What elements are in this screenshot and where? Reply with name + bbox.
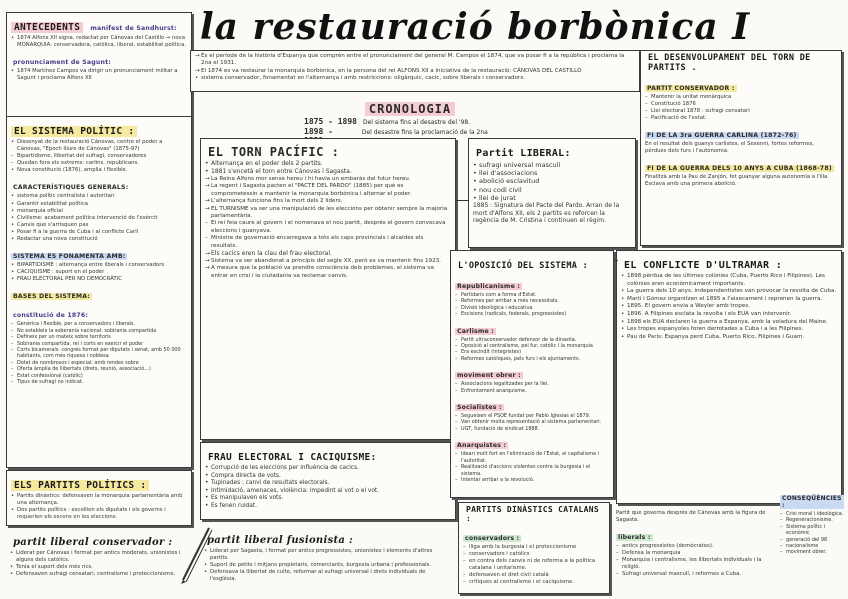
- list-item: – conservadors i catòlics: [463, 551, 605, 558]
- sistema-politic-heading: EL SISTEMA POLÍTIC :: [11, 126, 137, 137]
- partits-catalans-heading: PARTITS DINÀSTICS CATALANS :: [466, 505, 600, 523]
- list-item: – antics progressistes (demòcrates).: [616, 543, 774, 550]
- oposicio-heading: L'OPOSICIÓ DEL SISTEMA :: [458, 261, 589, 271]
- antecedents-s2: pronunciament de Sagunt:: [13, 59, 111, 67]
- partit-fusionista-box: [200, 526, 450, 596]
- list-item: – generació del 98: [780, 537, 844, 543]
- list-item: → A mesura que la població va prendre consciència dels problemes, el sistema va entrar en crisi i la ciutadania va reclamar canvis.: [205, 265, 451, 280]
- list-item: • Liderat per Cánovas i format per antics moderats, unionistes i alguns dels catòlics.: [10, 550, 188, 564]
- partit-conservador-box: [6, 528, 192, 596]
- list-item: • 1898 els EUA declaren la guerra a Espanya, amb la voladura del Maine.: [621, 319, 837, 327]
- desenvolupament-list: [645, 94, 837, 122]
- partits-catalans-box: [458, 502, 610, 594]
- list-item: – Regeneracionisme.: [780, 517, 844, 523]
- caracteristiques-list: [11, 193, 187, 243]
- guerra-cuba-heading: FI DE LA GUERRA DELS 10 ANYS A CUBA (1868-78): [647, 165, 832, 173]
- list-item: • Dissenyat de la restauració Cánovas, centre el poder a Cánovas, "Epoch lliure de Cánovas" (1875-97): [11, 139, 187, 153]
- list-item: • 1874 Martínez Campos va dirigir un pronunciament militar a Sagunt i proclama Alfons XII: [11, 68, 187, 82]
- guerra-carlina-heading: FI DE LA 3ra GUERRA CARLINA (1872-76): [647, 132, 797, 140]
- list-item: – Associacions legalitzades per la llei.: [455, 381, 609, 387]
- list-item: – lliga amb la burgesia i el proteccionisme: [463, 544, 605, 551]
- list-item: • BIPARTIDISME : alternança entre liberals i conservadors: [11, 262, 187, 269]
- cron-text: Del desastre fins la proclamació de la 2na: [361, 129, 488, 136]
- list-item: – Estat confessional (catòlic): [11, 373, 187, 379]
- pacte-pardo-note: 1885 : Signatura del Pacte del Pardo. Arran de la mort d'Alfons XII, els 2 partits es reforcen la regència de M. Cristina i continuen el règim.: [473, 202, 620, 225]
- list-item: – Van obtenir molta representació al sistema parlamentari.: [455, 419, 609, 425]
- list-item: – Defineix per un mateix sobre territoris: [11, 334, 187, 340]
- antecedents-list: [11, 35, 187, 49]
- partit-conservador-list: [10, 550, 188, 578]
- antecedents-s1: manifest de Sandhurst:: [90, 25, 177, 32]
- list-item: • Corrupció de les eleccions per influència de cacics.: [205, 465, 451, 473]
- list-item: • Es manipulaven els vots.: [205, 495, 451, 503]
- list-item: – Ministre de governació encarregava a tots els caps provincials i alcaldes els resultats.: [205, 235, 451, 250]
- list-item: • Alternança en el poder dels 2 partits.: [205, 160, 451, 168]
- list-item: – Pacificació de l'estat.: [645, 115, 837, 122]
- list-item: – en contra dels canvis ni de reforma a la política catalana i unitarisme.: [463, 558, 605, 572]
- partits-catalans-list: [463, 544, 605, 587]
- liberals-box: [612, 508, 778, 596]
- list-item: • Les tropes espanyoles foren derrotades a Cuba i a les Filipines.: [621, 326, 837, 334]
- list-item: • Defensava la llibertat de culte, reformar al sufragi universal i drets individuals de l'església.: [204, 569, 446, 583]
- list-item: – Reformes catòliques, pels furs i els ajuntaments.: [455, 356, 609, 362]
- list-item: • Civilisme: acabament política intervenció de l'exèrcit: [11, 215, 187, 222]
- list-item: • Tupinades : canvi de resultats electorals.: [205, 480, 451, 488]
- republicanisme-heading: Republicanisme :: [457, 283, 520, 290]
- list-item: – Bipartidisme, llibertat del sufragi, conservadores: [11, 153, 187, 160]
- list-item: → EL TURNISME va ser una manipulació de les eleccions per obtenir sempre la majoria parlamentària.: [205, 206, 451, 221]
- list-item: – Enfrontament anarquisme.: [455, 388, 609, 394]
- list-item: – crítiques al centralisme i el caciquisme.: [463, 579, 605, 586]
- list-item: – moviment obrer.: [780, 549, 844, 555]
- carlisme-heading: Carlisme :: [457, 327, 494, 335]
- cron-date: 1898 -: [304, 127, 333, 136]
- guerra-cuba-text: Finalitzà amb la Pau de Zanjón, fet guanyar alguna autonomia a l'illa. Esclava amb una primera abolició.: [645, 174, 829, 188]
- frau-electoral-box: [200, 442, 456, 520]
- cronologia-heading: CRONOLOGIA: [365, 102, 455, 116]
- bases-heading: BASES DEL SISTEMA:: [13, 293, 91, 301]
- list-item: • Dos partits polítics : escollien els diputats i els governs i requerien els escons en les eleccions.: [11, 507, 187, 521]
- desenvolupament-heading: EL DESENVOLUPAMENT DEL TORN DE PARTITS .: [648, 53, 811, 73]
- list-item: – Constitució 1876: [645, 101, 837, 108]
- list-item: • Garantir estabilitat política: [11, 201, 187, 208]
- cron-date: 1875 - 1898: [304, 117, 357, 126]
- list-item: • Partits dinàstics: defensaven la monarquia parlamentària amb una alternança.: [11, 493, 187, 507]
- list-item: – El rei feia caure al govern i el nomenava el nou partit, després el govern convocava eleccions i guanyava.: [205, 220, 451, 235]
- list-item: • Martí i Gómez organitzen el 1895 a l'aixecament i reprenen la guerra.: [621, 296, 837, 304]
- list-item: → Els cacics eren la clau del frau electoral.: [205, 250, 451, 258]
- list-item: • Pau de París: Espanya perd Cuba, Puerto Rico, Filipines i Guam.: [621, 334, 837, 342]
- list-item: • 1874 Alfons XII signa, redactat per Cánovas del Castillo → nova MONARQUIA: conservadora, catòlica, liberal, estabilitat política.: [11, 35, 187, 49]
- fonaments-heading: SISTEMA ES FONAMENTA AMB:: [13, 253, 126, 261]
- list-item: – Intentar arribar a la revolució.: [455, 477, 609, 483]
- list-item: – Era escindit (integristes): [455, 349, 609, 355]
- anarquistes-list: [455, 451, 609, 483]
- list-item: • Canvis que s'arrisquen pas: [11, 222, 187, 229]
- list-item: – Tipus de sufragi no indicat.: [11, 379, 187, 385]
- list-item: • CACIQUISME : suport en el poder: [11, 269, 187, 276]
- torn-pacific-list: [205, 160, 451, 280]
- list-item: – UGT, fundació de sindicat 1888.: [455, 426, 609, 432]
- constitucio-list: [11, 321, 187, 385]
- carlisme-list: [455, 337, 609, 363]
- list-item: – Quedan fora els extrems: carlins, republicans.: [11, 160, 187, 167]
- list-item: • Defensaven sufragi censatari, centralisme i proteccionisme.: [10, 571, 188, 578]
- list-item: → La regent i Sagasta pacten el "PACTE DEL PARDO" (1885) per què es comprometessin a mantenir la monarquia borbònica i alternar el poder.: [205, 183, 451, 198]
- antecedents-box: [6, 12, 192, 120]
- liberals-list: [616, 543, 774, 578]
- list-item: – Reformes per arribar a més necessitats.: [455, 298, 609, 304]
- sistema-list: [11, 139, 187, 174]
- republicanisme-list: [455, 292, 609, 318]
- list-item: – Sobirania compartida: rei i corts en exercir el poder: [11, 341, 187, 347]
- liberals-intro: Partit que governa després de Cánovas amb la figura de Sagasta.: [616, 510, 766, 523]
- conservadors-heading: conservadors :: [465, 535, 520, 542]
- partits-politics-list: [11, 493, 187, 521]
- list-item: – Monarquia i centralisme, les llibertats individuals i la religió.: [616, 557, 774, 571]
- list-item: • monarquia oficial: [11, 208, 187, 215]
- list-item: • Es fenen ruidat.: [205, 503, 451, 511]
- list-item: → És el període de la història d'Espanya que comprèn entre el pronunciament del general M. Campos el 1874, que va posar fi a la república i proclama la 2na el 1931.: [195, 53, 635, 68]
- antecedents-heading: ANTECEDENTS: [11, 22, 83, 33]
- list-item: – Defensa la monarquia: [616, 550, 774, 557]
- moviment-obrer-heading: moviment obrer :: [457, 372, 521, 380]
- liberals-heading: liberals :: [618, 534, 651, 541]
- list-item: • 1895. El govern envia a Weyler amb tropes.: [621, 303, 837, 311]
- anarquistes-heading: Anarquistes :: [457, 442, 507, 450]
- list-item: • Tenia el suport dels més rics.: [10, 564, 188, 571]
- partit-liberal-list: [473, 161, 631, 202]
- connector-line: [456, 200, 468, 201]
- partit-conservador-subheading: PARTIT CONSERVADOR :: [647, 85, 735, 92]
- list-item: – Oposició al centralisme, pel fur, catòlic i la monarquia: [455, 343, 609, 349]
- list-item: – Sistema polític i econòmic: [780, 524, 844, 537]
- list-item: → L'alternança funciona fins la mort dels 2 líders.: [205, 198, 451, 205]
- partits-politics-box: [6, 470, 192, 526]
- list-item: – Sufragi universal masculí, i reformes a Cuba.: [616, 571, 774, 578]
- list-item: • Intimidació, amenaces, violència: impedint al vot o el vot.: [205, 488, 451, 496]
- torn-pacific-box: [200, 138, 456, 440]
- constitucio-heading: constitució de 1876:: [13, 312, 89, 320]
- page-title: la restauració borbònica I: [200, 6, 751, 48]
- consequencies-box: [780, 492, 844, 596]
- partits-politics-heading: ELS PARTITS POLÍTICS :: [11, 480, 149, 491]
- list-item: – Mantenir la unitat monàrquica: [645, 94, 837, 101]
- partit-liberal-box: [468, 138, 636, 248]
- list-item: • Nova constitució (1876), amplia i flexible.: [11, 167, 187, 174]
- list-item: – Genèrica i flexible, per a conservadors i liberals.: [11, 321, 187, 327]
- list-item: • sufragi universal masculí: [473, 161, 631, 169]
- list-item: • Suport de petits i mitjans propietaris, comerciants, burgesia urbana i professionals.: [204, 562, 446, 569]
- frau-electoral-list: [205, 465, 451, 511]
- partit-conservador-heading: partit liberal conservador :: [13, 537, 173, 548]
- list-item: – Oferta àmplia de llibertats (drets, reunió, associació...): [11, 366, 187, 372]
- list-item: – Ideari molt fort en l'eliminació de l'Estat, el capitalisme i l'autoritat.: [455, 451, 609, 464]
- partit-fusionista-list: [204, 548, 446, 583]
- consequencies-list: [780, 511, 844, 556]
- list-item: • llei d'associacions: [473, 169, 631, 177]
- cronologia-box: [300, 96, 520, 136]
- desenvolupament-box: [640, 50, 842, 246]
- cron-row-1: [304, 117, 516, 127]
- list-item: – Dotat de nombrosos i especial: amb rendes sobre: [11, 360, 187, 366]
- list-item: • Redactar una nova constitució: [11, 236, 187, 243]
- list-item: – Realització d'accions violentes contra la burgesia i el sistema.: [455, 464, 609, 477]
- moviment-obrer-list: [455, 381, 609, 394]
- list-item: → El 1874 es va restaurar la monarquia borbònica, en la persona del rei ALFONS XII a iniciativa de la restauració: CÁNOVAS DEL CASTILLO: [195, 68, 635, 75]
- list-item: • Compra directa de vots.: [205, 473, 451, 481]
- socialistes-heading: Socialistes :: [457, 404, 502, 412]
- oposicio-box: [450, 250, 614, 498]
- list-item: – Llei electoral 1878 : sufragi censatari: [645, 108, 837, 115]
- list-item: – Crisi moral i ideològica.: [780, 511, 844, 517]
- socialistes-list: [455, 413, 609, 432]
- partit-fusionista-heading: partit liberal fusionista :: [207, 535, 353, 546]
- frau-electoral-heading: FRAU ELECTORAL I CACIQUISME:: [208, 452, 377, 463]
- cron-text: Del sistema fins al desastre del '98.: [362, 119, 471, 126]
- list-item: → La Reina Alfons mor sense hereu i hi havia un embaràs del futur hereu.: [205, 176, 451, 183]
- ultramar-list: [621, 273, 837, 341]
- list-item: • La guerra dels 10 anys, independentistes van provocar la revolta de Cuba.: [621, 288, 837, 296]
- consequencies-heading: CONSEQÜÈNCIES :: [780, 495, 844, 509]
- list-item: • sistema polític centralista i autoritari: [11, 193, 187, 200]
- intro-list: [195, 53, 635, 83]
- list-item: → Sistema va ser abandonat a principis del segle XX, però es va mantenir fins 1923.: [205, 258, 451, 265]
- caracteristiques-heading: CARACTERÍSTIQUES GENERALS:: [13, 184, 129, 192]
- list-item: • Liderat per Sagasta, i format per antics progressistes, unionistes i elements d'altres partits.: [204, 548, 446, 562]
- list-item: – defensaven el dret civil català: [463, 572, 605, 579]
- list-item: • sistema conservador, fonamentat en l'alternança i amb restriccions: oligàrquic, cacic, sobre liberals i conservadors.: [195, 75, 635, 82]
- connector-line: [614, 260, 618, 261]
- list-item: – Divisió ideològica i educativa: [455, 305, 609, 311]
- antecedents-list-2: [11, 68, 187, 82]
- ultramar-heading: EL CONFLICTE D'ULTRAMAR :: [624, 260, 783, 271]
- list-item: • FRAU ELECTORAL PER NO DEMOCRÀTIC: [11, 276, 187, 283]
- list-item: – Escisions (radicals, federals, progressistes): [455, 311, 609, 317]
- list-item: – Corts bicamerals: congrés format per diputats i senat, amb 50 000 habitants, com més riquesa i noblesa: [11, 347, 187, 360]
- list-item: • 1881 s'encetà el torn entre Cánovas i Sagasta.: [205, 168, 451, 176]
- partit-liberal-heading: Partit LIBERAL:: [476, 148, 571, 159]
- ultramar-box: [616, 250, 842, 504]
- list-item: • 1898 pèrdua de les últimes colònies (Cuba, Puerto Rico i Filipines). Les colònies eren econòmicament importants.: [621, 273, 837, 288]
- list-item: – No estableix la soberania nacional: sobirania compartida: [11, 328, 187, 334]
- list-item: • nou codi civil: [473, 186, 631, 194]
- list-item: – Partidaris com a forma d'Estat.: [455, 292, 609, 298]
- list-item: • llei de jurat: [473, 194, 631, 202]
- list-item: • 1896. A Filipines esclata la revolta i els EUA van intervenir.: [621, 311, 837, 319]
- list-item: • abolició esclavitud: [473, 177, 631, 185]
- torn-pacific-heading: EL TORN PACÍFIC :: [208, 145, 340, 159]
- list-item: • Posar fi a la guerra de Cuba i al conflicte Carlí: [11, 229, 187, 236]
- sistema-politic-box: [6, 116, 192, 468]
- guerra-carlina-text: En el resultat dels guanys carlistes, el Sexenni, fortes reformes, pèrdues dels furs i l'autonomia.: [645, 141, 814, 155]
- fonaments-list: [11, 262, 187, 283]
- list-item: – nacionalisme: [780, 543, 844, 549]
- list-item: – Segueixen el PSOE fundat per Pablo Iglesias el 1879.: [455, 413, 609, 419]
- list-item: – Partit ultraconservador defensor de la dinastia.: [455, 337, 609, 343]
- intro-box: [190, 50, 640, 92]
